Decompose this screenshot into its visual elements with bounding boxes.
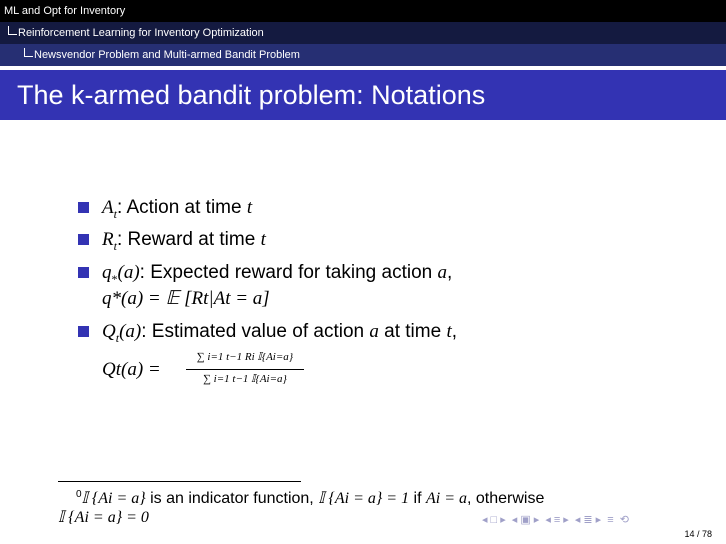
variable: t [246, 197, 253, 218]
header-section[interactable] [0, 0, 726, 22]
header-subsubsection[interactable] [0, 44, 726, 66]
nav-prev-frame-icon[interactable]: ◂ [482, 514, 488, 526]
indicator-eq: 𝕀 {Ai = a} = 1 [318, 490, 410, 507]
tail: , [451, 321, 457, 342]
title-bar [0, 70, 726, 120]
nav-align-icon[interactable]: ≡ [607, 514, 614, 526]
bullet-icon [78, 202, 89, 213]
fraction-numerator: ∑ i=1 t−1 Ri 𝕀{Ai=a} [196, 351, 294, 363]
fraction-denominator: ∑ i=1 t−1 𝕀{Ai=a} [203, 373, 287, 385]
argument: (a) [119, 321, 142, 342]
description: : Action at time [116, 197, 247, 218]
footnote-text: is an indicator function, [145, 490, 319, 507]
symbol: Q [102, 321, 116, 342]
variable: a [437, 262, 447, 283]
argument: (a) [117, 262, 140, 283]
header-subsection-label: Reinforcement Learning for Inventory Optimization [18, 27, 264, 39]
header-subsection[interactable] [0, 22, 726, 44]
indicator-expr: 𝕀 {Ai = a} [81, 490, 146, 507]
footnote-line-2: 𝕀 {Ai = a} = 0 [58, 509, 149, 526]
bullet-icon [78, 267, 89, 278]
nav-next-frame-icon[interactable]: ▸ [500, 514, 506, 526]
fraction-bar [186, 369, 304, 370]
nav-subsection-icon[interactable]: ▣ [520, 514, 531, 526]
variable: t [260, 229, 266, 250]
tree-elbow-icon [8, 26, 17, 35]
page-number: 14 / 78 [684, 529, 712, 539]
subscript: t [115, 330, 120, 345]
variable-2: t [446, 321, 452, 342]
tree-elbow-icon [24, 48, 33, 57]
expected-reward-formula: q*(a) = 𝔼 [Rt|At = a] [102, 288, 270, 309]
nav-next-subsection-icon[interactable]: ▸ [533, 514, 540, 526]
subscript: t [113, 206, 117, 221]
nav-prev-doc-icon[interactable]: ◂ [574, 514, 581, 526]
nav-frame-icon[interactable]: □ [490, 514, 498, 526]
description: : Expected reward for taking action [139, 262, 438, 283]
nav-prev-subsection-icon[interactable]: ◂ [511, 514, 518, 526]
variable: a [369, 321, 379, 342]
symbol: q [102, 262, 112, 283]
symbol: A [102, 197, 114, 218]
bullet-icon [78, 234, 89, 245]
nav-next-section-icon[interactable]: ▸ [563, 514, 569, 526]
subscript: * [111, 271, 118, 286]
footnote-condition: Ai = a [425, 490, 467, 507]
footnote-end: , otherwise [467, 490, 545, 507]
header-section-label: ML and Opt for Inventory [4, 5, 126, 17]
symbol: R [102, 229, 114, 250]
footnote-if: if [409, 490, 426, 507]
nav-next-doc-icon[interactable]: ▸ [595, 514, 602, 526]
tail: , [446, 262, 453, 283]
item-text [102, 321, 457, 349]
estimated-value-formula-lhs: Qt(a) = [102, 359, 161, 380]
nav-section-icon[interactable]: ≡ [553, 514, 561, 526]
beamer-nav-symbols [482, 513, 692, 525]
item-text [102, 229, 266, 257]
subscript: t [113, 238, 117, 253]
footnote-rule [58, 481, 301, 482]
description: : Estimated value of action [141, 321, 370, 342]
description: : Reward at time [116, 229, 261, 250]
nav-search-icon[interactable]: ⟲ [619, 514, 629, 526]
footnote-line-1 [76, 486, 544, 508]
mid-text: at time [378, 321, 447, 342]
bullet-icon [78, 326, 89, 337]
nav-doc-icon[interactable]: ≣ [583, 514, 593, 526]
nav-prev-section-icon[interactable]: ◂ [545, 514, 551, 526]
item-text [102, 197, 252, 225]
header-subsubsection-label: Newsvendor Problem and Multi-armed Bandit Problem [34, 49, 300, 61]
item-text [102, 262, 452, 290]
footnote-mark: 0 [76, 489, 82, 500]
slide-title: The k-armed bandit problem: Notations [17, 80, 486, 110]
